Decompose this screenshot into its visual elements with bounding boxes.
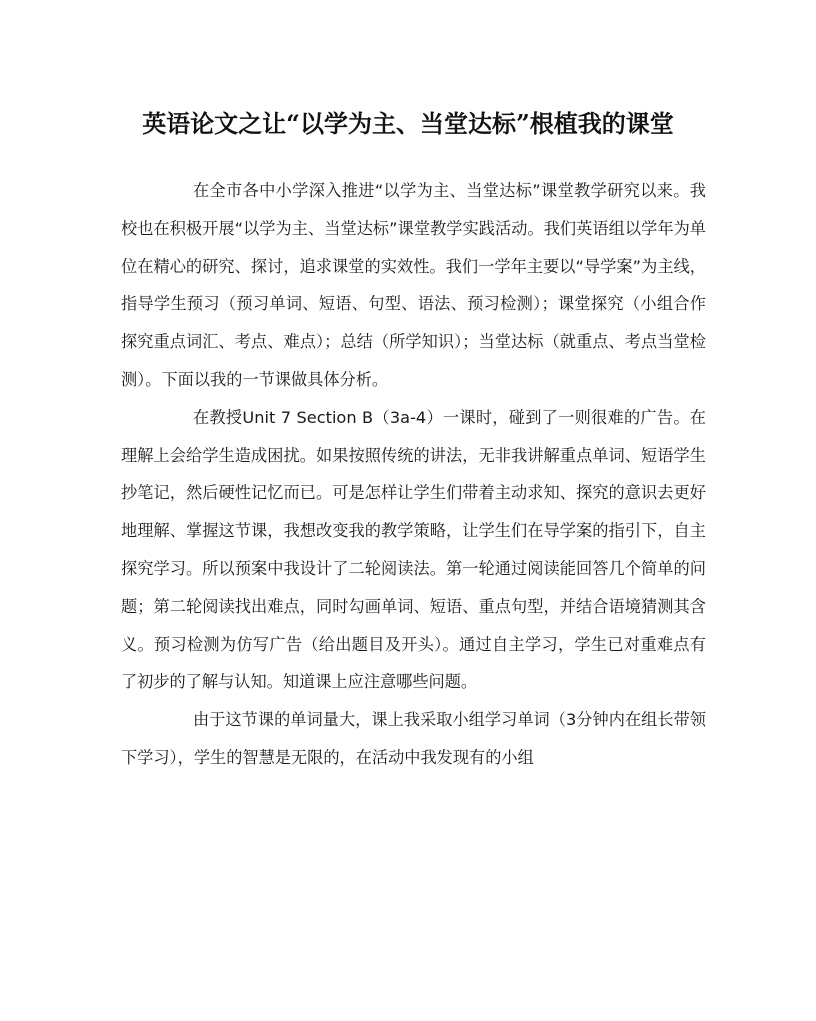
document-title: 英语论文之让“以学为主、当堂达标”根植我的课堂: [142, 109, 674, 138]
paragraph-3: 由于这节课的单词量大，课上我采取小组学习单词（3分钟内在组长带领下学习），学生的智慧是无限的，在活动中我发现有的小组: [121, 710, 706, 767]
paragraph-1: 在全市各中小学深入推进“以学为主、当堂达标”课堂教学研究以来。我校也在积极开展“以学为主、当堂达标”课堂教学实践活动。我们英语组以学年为单位在精心的研究、探讨，追求课堂的实效性。我们一学年主要以“导学案”为主线，指导学生预习（预习单词、短语、句型、语法、预习检测）；课堂探究（小组合作探究重点词汇、考点、难点）；总结（所学知识）；当堂达标（就重点、考点当堂检测）。下面以我的一节课做具体分析。: [121, 181, 706, 389]
paragraph-2: 在教授Unit 7 Section B（3a-4）一课时，碰到了一则很难的广告。在理解上会给学生造成困扰。如果按照传统的讲法，无非我讲解重点单词、短语学生抄笔记，然后硬性记忆而已。可是怎样让学生们带着主动求知、探究的意识去更好地理解、掌握这节课，我想改变我的教学策略，让学生们在导学案的指引下，自主探究学习。所以预案中我设计了二轮阅读法。第一轮通过阅读能回答几个简单的问题；第二轮阅读找出难点，同时勾画单词、短语、重点句型，并结合语境猜测其含义。预习检测为仿写广告（给出题目及开头）。通过自主学习，学生已对重难点有了初步的了解与认知。知道课上应注意哪些问题。: [121, 407, 706, 692]
document-body: [121, 172, 706, 777]
